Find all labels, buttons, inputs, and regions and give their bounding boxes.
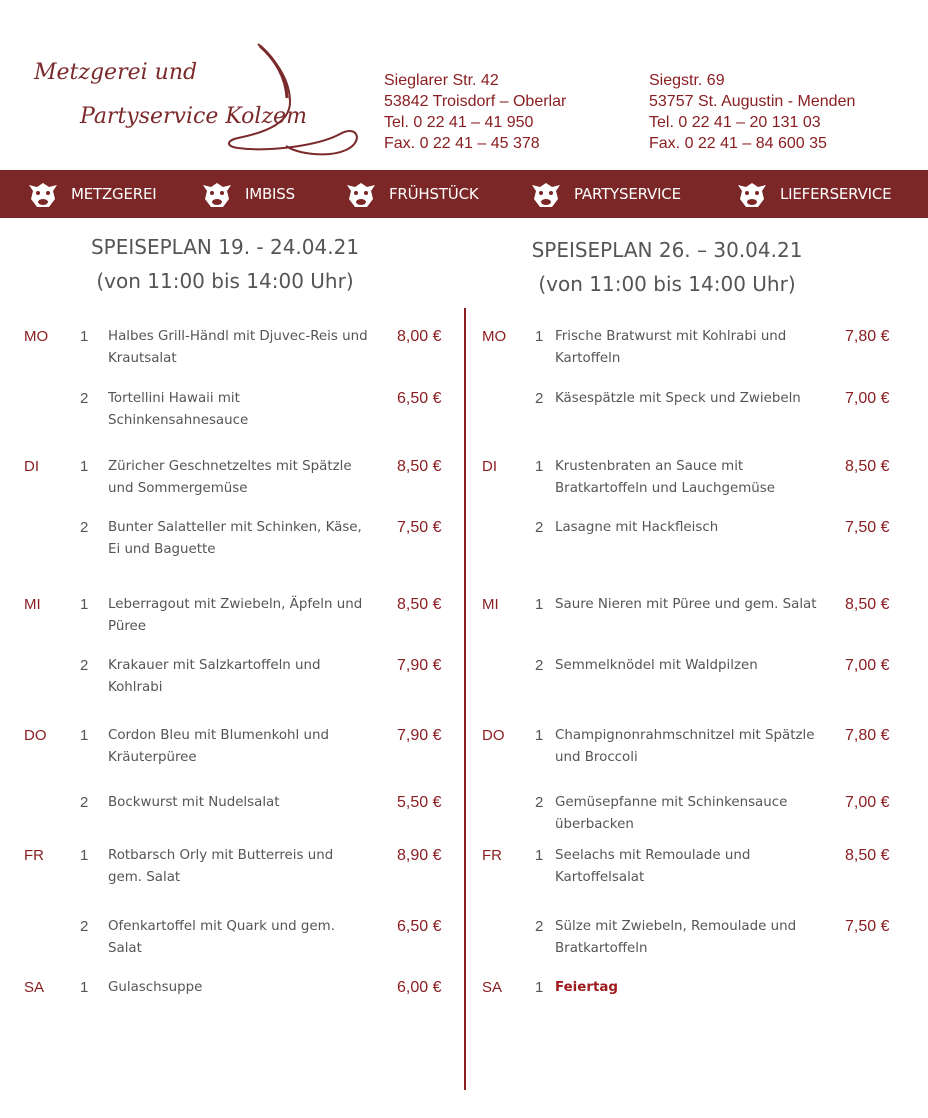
menu-number: 1	[80, 847, 89, 864]
logo-text-line1: Metzgerei und	[34, 60, 198, 85]
menu-price: 7,90 €	[397, 727, 442, 744]
menu-price: 7,90 €	[397, 657, 442, 674]
plan-title-week2	[482, 233, 852, 301]
menu-day: DI	[24, 458, 39, 475]
menu-dish: Semmelknödel mit Waldpilzen	[555, 658, 758, 673]
menu-number: 2	[535, 519, 544, 536]
menu-day: SA	[482, 979, 503, 996]
menu-price: 8,00 €	[397, 328, 442, 345]
menu-price: 7,00 €	[845, 657, 890, 674]
menu-dish: Saure Nieren mit Püree und gem. Salat	[555, 597, 817, 612]
menu-dish: Züricher Geschnetzeltes mit Spätzle und Sommergemüse	[108, 459, 352, 496]
menu-day: DO	[482, 727, 505, 744]
plan-hours: (von 11:00 bis 14:00 Uhr)	[96, 269, 354, 293]
menu-number: 1	[535, 328, 544, 345]
plan-title-week1	[40, 230, 410, 298]
menu-number: 2	[80, 519, 89, 536]
menu-day: MI	[482, 596, 499, 613]
menu-dish: Sülze mit Zwiebeln, Remoulade und Bratkartoffeln	[555, 919, 797, 956]
menu-number: 1	[535, 596, 544, 613]
column-divider	[464, 308, 466, 1090]
menu-number: 1	[80, 596, 89, 613]
menu-number: 2	[535, 794, 544, 811]
menu-number: 2	[80, 794, 89, 811]
menu-number: 2	[535, 657, 544, 674]
plan-hours: (von 11:00 bis 14:00 Uhr)	[538, 272, 796, 296]
cow-icon	[733, 179, 771, 209]
nav-item-label: LIEFERSERVICE	[780, 185, 892, 203]
address-city: 53842 Troisdorf – Oberlar	[384, 93, 567, 110]
menu-number: 2	[80, 390, 89, 407]
nav-item-lieferservice[interactable]	[733, 170, 891, 218]
plan-heading: SPEISEPLAN 26. – 30.04.21	[531, 238, 803, 262]
address-street: Sieglarer Str. 42	[384, 72, 499, 89]
menu-price: 7,00 €	[845, 390, 890, 407]
menu-day: MO	[482, 328, 507, 345]
menu-dish: Feiertag	[555, 980, 618, 995]
menu-day: DI	[482, 458, 497, 475]
menu-number: 2	[535, 918, 544, 935]
nav-item-partyservice[interactable]	[527, 170, 681, 218]
plan-heading: SPEISEPLAN 19. - 24.04.21	[90, 235, 360, 259]
menu-dish: Tortellini Hawaii mit Schinkensahnesauce	[108, 391, 249, 428]
menu-number: 1	[80, 328, 89, 345]
menu-price: 6,50 €	[397, 390, 442, 407]
menu-dish: Leberragout mit Zwiebeln, Äpfeln und Püree	[108, 597, 363, 634]
menu-price: 7,50 €	[845, 519, 890, 536]
menu-price: 8,90 €	[397, 847, 442, 864]
address-phone: Tel. 0 22 41 – 20 131 03	[649, 114, 821, 131]
menu-price: 8,50 €	[397, 458, 442, 475]
address-phone: Tel. 0 22 41 – 41 950	[384, 114, 534, 131]
menu-day: MO	[24, 328, 49, 345]
logo	[28, 42, 378, 167]
address-city: 53757 St. Augustin - Menden	[649, 93, 856, 110]
menu-dish: Lasagne mit Hackfleisch	[555, 520, 719, 535]
menu-price: 7,50 €	[845, 918, 890, 935]
menu-number: 1	[535, 727, 544, 744]
menu-day: FR	[24, 847, 44, 864]
menu-number: 1	[80, 979, 89, 996]
menu-dish: Halbes Grill-Händl mit Djuvec-Reis und Krautsalat	[108, 329, 368, 366]
menu-number: 2	[535, 390, 544, 407]
nav-item-label: FRÜHSTÜCK	[389, 185, 479, 203]
menu-number: 1	[535, 979, 544, 996]
menu-dish: Käsespätzle mit Speck und Zwiebeln	[555, 391, 801, 406]
address-fax: Fax. 0 22 41 – 84 600 35	[649, 135, 827, 152]
logo-text-line2: Partyservice Kolzem	[80, 104, 307, 129]
menu-price: 8,50 €	[845, 847, 890, 864]
menu-number: 1	[535, 847, 544, 864]
menu-dish: Frische Bratwurst mit Kohlrabi und Kartoffeln	[555, 329, 787, 366]
nav-item-label: METZGEREI	[71, 185, 157, 203]
address-street: Siegstr. 69	[649, 72, 725, 89]
menu-number: 2	[80, 918, 89, 935]
menu-price: 5,50 €	[397, 794, 442, 811]
menu-price: 7,80 €	[845, 328, 890, 345]
address-fax: Fax. 0 22 41 – 45 378	[384, 135, 540, 152]
menu-price: 8,50 €	[397, 596, 442, 613]
menu-dish: Ofenkartoffel mit Quark und gem. Salat	[108, 919, 335, 956]
cow-icon	[198, 179, 236, 209]
nav-item-label: IMBISS	[245, 185, 295, 203]
menu-number: 1	[80, 727, 89, 744]
cow-icon	[342, 179, 380, 209]
menu-dish: Gulaschsuppe	[108, 980, 203, 995]
menu-price: 8,50 €	[845, 458, 890, 475]
menu-dish: Krakauer mit Salzkartoffeln und Kohlrabi	[108, 658, 321, 695]
menu-dish: Krustenbraten an Sauce mit Bratkartoffeln und Lauchgemüse	[555, 459, 775, 496]
menu-price: 6,50 €	[397, 918, 442, 935]
menu-dish: Cordon Bleu mit Blumenkohl und Kräuterpüree	[108, 728, 329, 765]
nav-item-fruehstueck[interactable]	[342, 170, 478, 218]
menu-price: 7,00 €	[845, 794, 890, 811]
menu-number: 1	[80, 458, 89, 475]
menu-day: MI	[24, 596, 41, 613]
menu-price: 7,80 €	[845, 727, 890, 744]
menu-day: SA	[24, 979, 45, 996]
nav-item-label: PARTYSERVICE	[574, 185, 681, 203]
menu-number: 2	[80, 657, 89, 674]
cow-icon	[24, 179, 62, 209]
menu-day: FR	[482, 847, 502, 864]
nav-item-imbiss[interactable]	[198, 170, 295, 218]
menu-dish: Champignonrahmschnitzel mit Spätzle und Broccoli	[555, 728, 815, 765]
menu-price: 8,50 €	[845, 596, 890, 613]
cow-icon	[527, 179, 565, 209]
navbar	[0, 170, 928, 218]
menu-dish: Bockwurst mit Nudelsalat	[108, 795, 280, 810]
menu-price: 6,00 €	[397, 979, 442, 996]
menu-dish: Seelachs mit Remoulade und Kartoffelsalat	[555, 848, 751, 885]
menu-dish: Bunter Salatteller mit Schinken, Käse, Ei und Baguette	[108, 520, 362, 557]
address-troisdorf	[384, 70, 566, 154]
menu-day: DO	[24, 727, 47, 744]
nav-item-metzgerei[interactable]	[24, 170, 156, 218]
menu-price: 7,50 €	[397, 519, 442, 536]
menu-dish: Rotbarsch Orly mit Butterreis und gem. Salat	[108, 848, 334, 885]
menu-number: 1	[535, 458, 544, 475]
menu-dish: Gemüsepfanne mit Schinkensauce überbacken	[555, 795, 788, 832]
address-st-augustin	[649, 70, 855, 154]
